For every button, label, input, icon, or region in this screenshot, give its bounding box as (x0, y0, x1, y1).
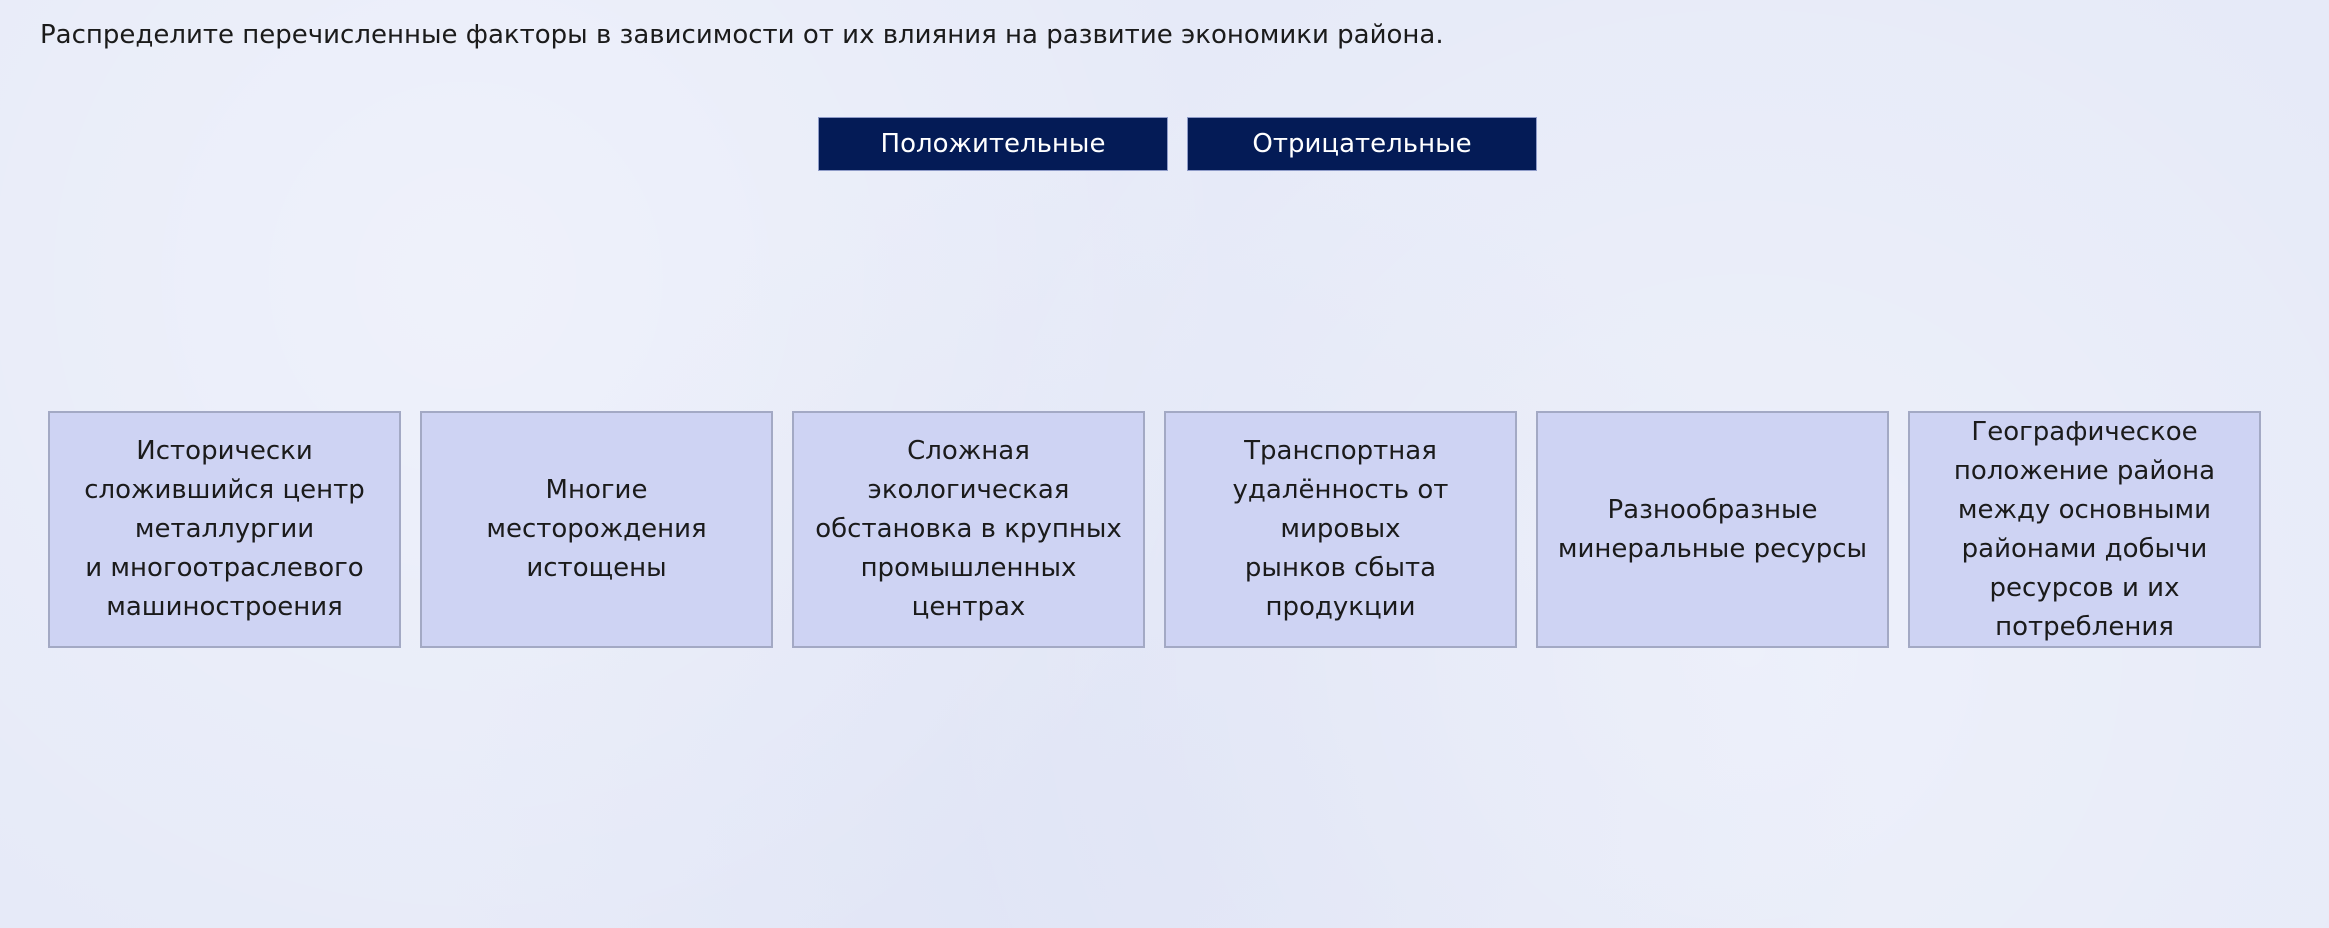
category-negative-label: Отрицательные (1252, 129, 1472, 159)
factor-card-text: Транспортная удалённость от мировых рынков сбыта продукции (1232, 436, 1449, 622)
category-positive[interactable] (818, 117, 1168, 171)
factor-card-text: Многие месторождения истощены (486, 475, 707, 583)
factor-card-metallurgy-center[interactable] (48, 411, 401, 648)
category-negative[interactable] (1187, 117, 1537, 171)
factor-card-text: Географическое положение района между основными районами добычи ресурсов и их потребления (1953, 416, 2216, 642)
factor-card-geographic-position[interactable] (1908, 411, 2261, 648)
factor-card-depleted-deposits[interactable] (420, 411, 773, 648)
factor-card-text: Разнообразные минеральные ресурсы (1557, 494, 1868, 564)
task-instruction: Распределите перечисленные факторы в зависимости от их влияния на развитие экономики района. (40, 20, 1444, 50)
factor-card-mineral-resources[interactable] (1536, 411, 1889, 648)
factor-card-text: Сложная экологическая обстановка в крупных промышленных центрах (815, 436, 1122, 622)
factor-card-transport-remoteness[interactable] (1164, 411, 1517, 648)
factor-card-text: Исторически сложившийся центр металлургии и многоотраслевого машиностроения (84, 436, 365, 622)
factor-cards (48, 411, 2261, 648)
factor-card-ecology[interactable] (792, 411, 1145, 648)
category-positive-label: Положительные (880, 129, 1106, 159)
category-targets (818, 117, 1537, 171)
